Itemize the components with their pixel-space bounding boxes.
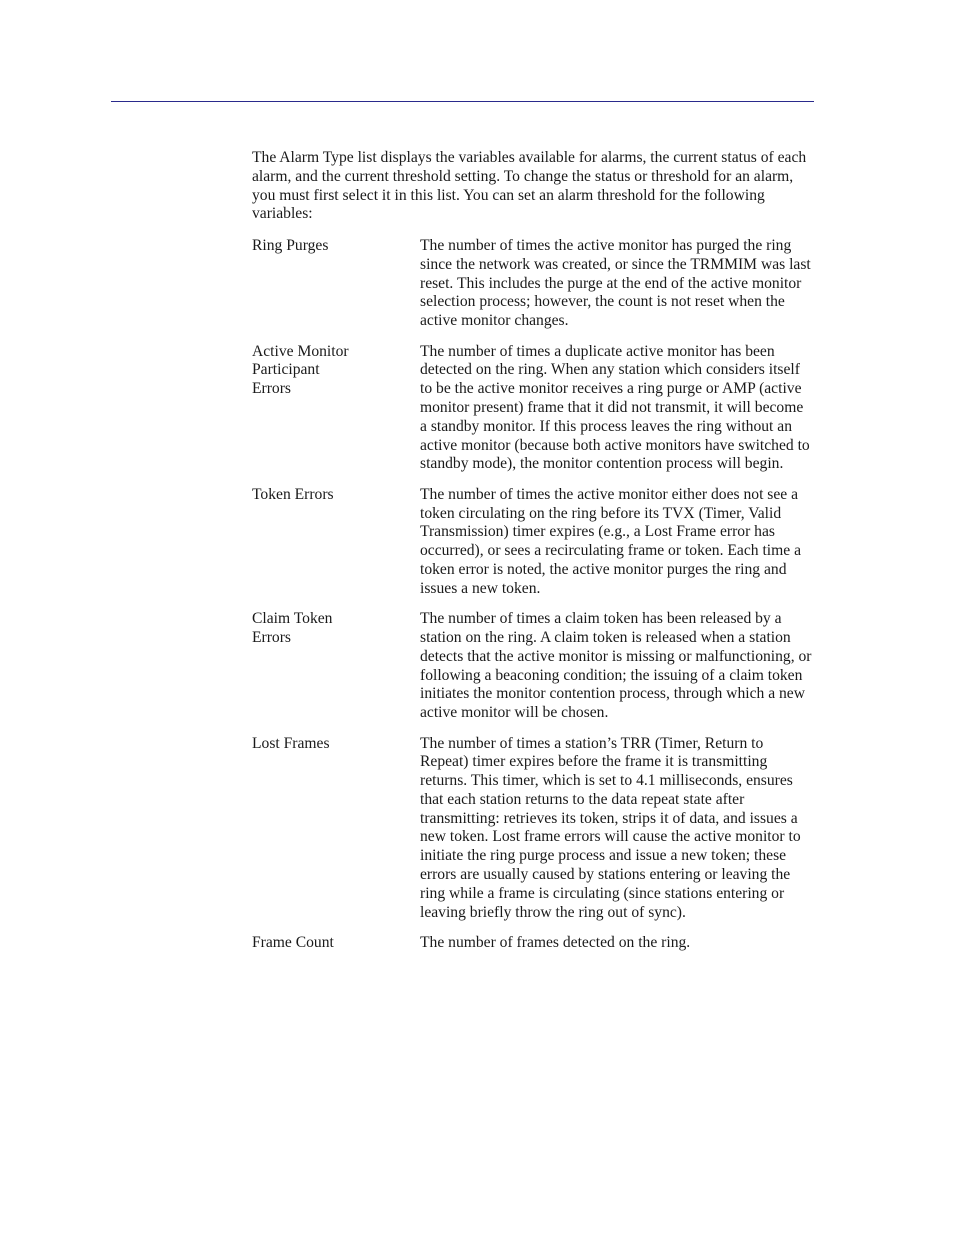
variable-term: Claim Token Errors xyxy=(252,610,333,646)
variable-row-ring-purges xyxy=(252,237,814,331)
variable-row-claim-token-errors xyxy=(252,610,814,723)
variable-term: Active Monitor Participant Errors xyxy=(252,342,349,398)
variable-description: The number of times a station’s TRR (Timer, Return to Repeat) timer expires before the frame it is transmitting returns. This timer, which is set to 4.1 milliseconds, ensures that each station returns to the data repeat state after transmitting: retrieves its token, strips it of data, and issues a new token. Lost frame errors will cause the active monitor to initiate the ring purge process and issue a new token; these errors are usually caused by stations entering or leaving the ring while a frame is circulating (since stations entering or leaving briefly throw the ring out of sync). xyxy=(420,734,801,921)
variable-description: The number of times the active monitor either does not see a token circulating on the ring before its TVX (Timer, Valid Transmission) timer expires (e.g., a Lost Frame error has occurred), or sees a recirculating frame or token. Each time a token error is noted, the active monitor purges the ring and issues a new token. xyxy=(420,485,801,597)
variable-row-token-errors xyxy=(252,486,814,599)
variable-term: Ring Purges xyxy=(252,237,329,254)
variable-description: The number of times a claim token has been released by a station on the ring. A claim token is released when a station detects that the active monitor is missing or malfunctioning, or following a beaconing condition; the issuing of a claim token initiates the monitor contention process, through which a new active monitor will be chosen. xyxy=(420,610,812,722)
variable-term: Lost Frames xyxy=(252,734,330,752)
variable-row-active-monitor-participant-errors xyxy=(252,343,814,475)
variable-description: The number of times a duplicate active monitor has been detected on the ring. When any station which considers itself to be the active monitor receives a ring purge or AMP (active monitor present) frame that it did not transmit, it will become a standby monitor. If this process leaves the ring without an active monitor (because both active monitors have switched to standby mode), the monitor contention process will begin. xyxy=(420,342,810,473)
header-rule xyxy=(111,101,814,102)
variable-description: The number of frames detected on the ring. xyxy=(420,934,691,952)
alarm-variable-list xyxy=(252,237,814,964)
intro-paragraph: The Alarm Type list displays the variables available for alarms, the current status of each alarm, and the current threshold setting. To change the status or threshold for an alarm, you must first select it in this list. You can set an alarm threshold for the following variables: xyxy=(252,149,807,223)
variable-row-frame-count xyxy=(252,934,814,953)
variable-description: The number of times the active monitor has purged the ring since the network was created, or since the TRMMIM was last reset. This includes the purge at the end of the active monitor selection process; however, the count is not reset when the active monitor changes. xyxy=(420,237,811,330)
variable-row-lost-frames xyxy=(252,735,814,923)
variable-term: Token Errors xyxy=(252,485,334,503)
variable-term: Frame Count xyxy=(252,934,334,952)
